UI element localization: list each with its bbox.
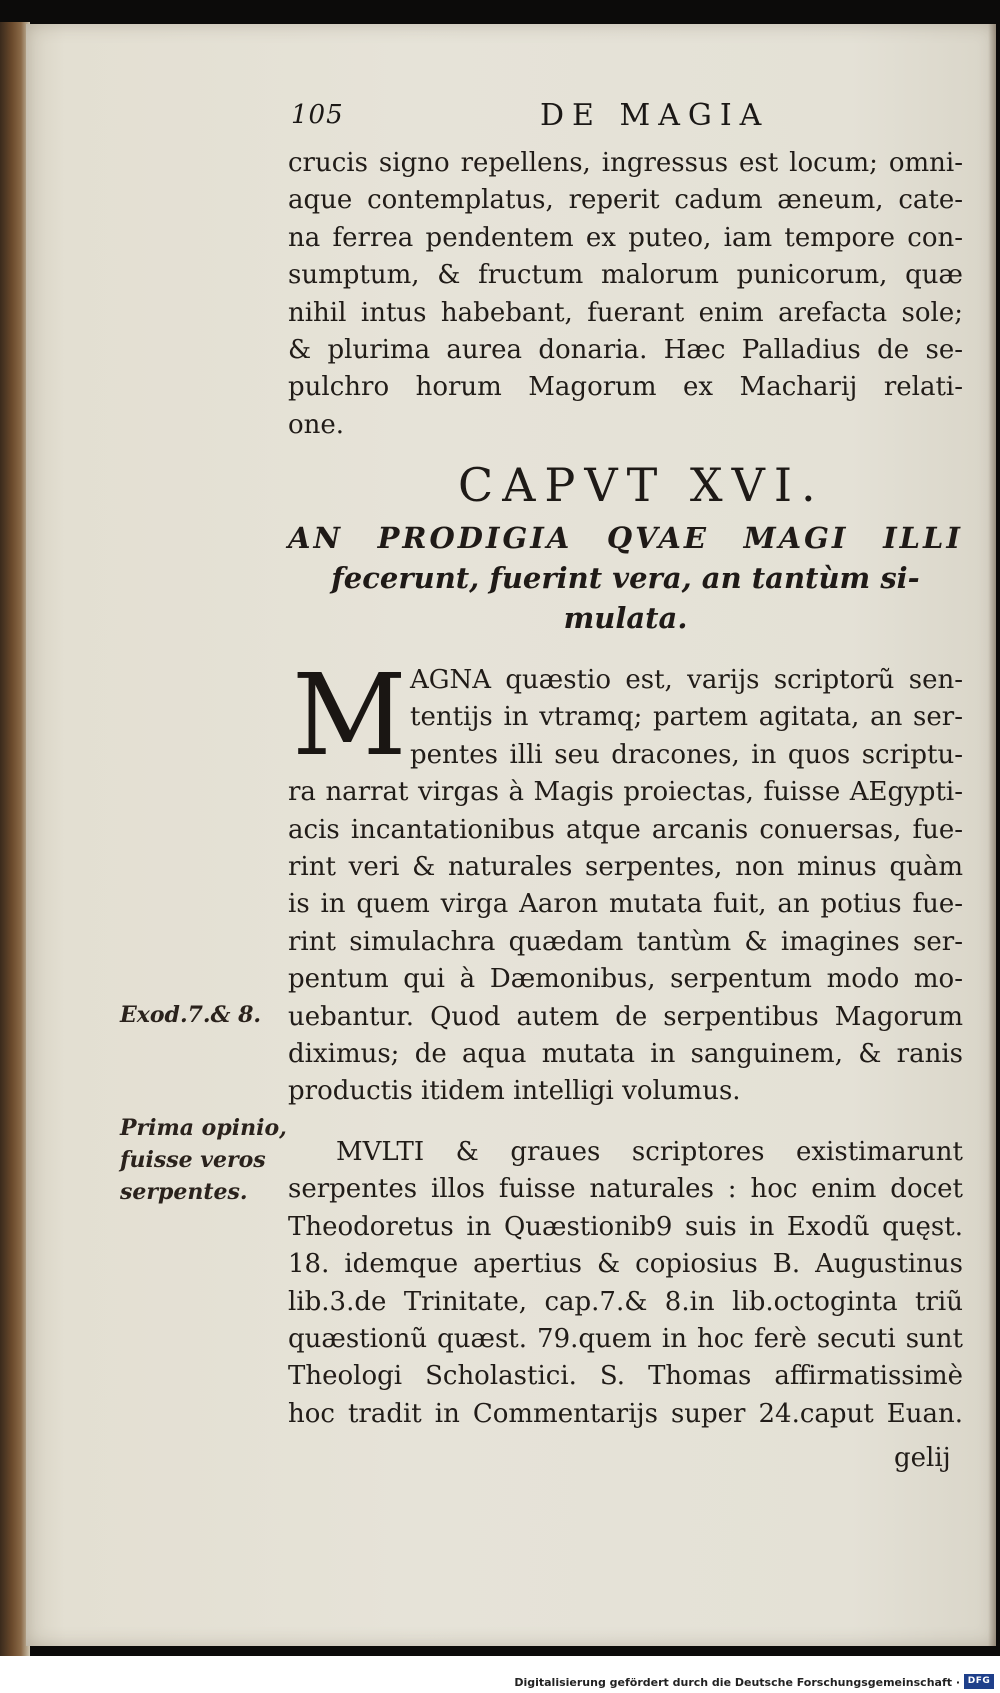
page-number: 105 (291, 100, 344, 130)
dfg-logo: DFG (964, 1674, 994, 1689)
text-line: ra narrat virgas à Magis proiectas, fuisse AEgypti- (288, 777, 963, 808)
paragraph-opinion (288, 1134, 963, 1433)
paragraph-main (288, 651, 963, 1111)
text-line: sumptum, & fructum malorum punicorum, quæ (288, 260, 963, 291)
text-line: pentes illi seu dracones, in quos scriptu- (410, 739, 963, 770)
text-line: crucis signo repellens, ingressus est locum; omni- (288, 148, 963, 178)
text-line: pulchro horum Magorum ex Macharij relati- (288, 372, 963, 403)
drop-cap: M (292, 651, 407, 781)
text-line: aque contemplatus, reperit cadum æneum, cate- (288, 185, 963, 216)
margin-note-reference: Exod.7.& 8. (120, 1002, 262, 1028)
margin-note-line: Prima opinio, (120, 1115, 287, 1141)
chapter-subtitle (288, 518, 963, 638)
running-title: DE MAGIA (540, 98, 770, 133)
catchword: gelij (894, 1443, 951, 1473)
text-line: pentum qui à Dæmonibus, serpentum modo mo- (288, 964, 963, 995)
text-line: rint veri & naturales serpentes, non minus quàm (288, 852, 963, 883)
text-line: uebantur. Quod autem de serpentibus Magorum (288, 1001, 963, 1032)
paragraph-continuation (288, 145, 963, 444)
margin-note-opinion (120, 1112, 287, 1208)
text-line: rint simulachra quædam tantùm & imagines ser- (288, 926, 963, 957)
text-line: productis itidem intelligi volumus. (288, 1076, 741, 1107)
margin-note-line: fuisse veros (120, 1147, 266, 1173)
page-shadow (988, 24, 996, 1646)
text-line: & plurima aurea donaria. Hæc Palladius de se- (288, 335, 963, 366)
text-line: Theologi Scholastici. S. Thomas affirmatissimè (288, 1361, 963, 1392)
text-line: AGNA quæstio est, varijs scriptorũ sen- (410, 665, 963, 695)
text-line: is in quem virga Aaron mutata fuit, an potius fue- (288, 889, 963, 920)
text-line: Theodoretus in Quæstionib9 suis in Exodũ quęst. (288, 1211, 963, 1242)
margin-note-line: serpentes. (120, 1179, 248, 1205)
text-line: lib.3.de Trinitate, cap.7.& 8.in lib.octoginta triũ (288, 1286, 963, 1317)
subtitle-line: AN PRODIGIA QVAE MAGI ILLI (288, 521, 963, 555)
text-line: serpentes illos fuisse naturales : hoc enim docet (288, 1174, 963, 1205)
text-line: acis incantationibus atque arcanis conuersas, fue- (288, 814, 963, 845)
text-line: MVLTI & graues scriptores existimarunt (336, 1137, 963, 1167)
text-line: diximus; de aqua mutata in sanguinem, & ranis (288, 1039, 963, 1070)
funding-credit: Digitalisierung gefördert durch die Deutsche Forschungsgemeinschaft · (514, 1676, 960, 1689)
text-line: 18. idemque apertius & copiosius B. Augustinus (288, 1249, 963, 1280)
text-line: hoc tradit in Commentarijs super 24.caput Euan. (288, 1398, 963, 1429)
text-line: na ferrea pendentem ex puteo, iam tempore con- (288, 222, 963, 253)
subtitle-line: fecerunt, fuerint vera, an tantùm si- (331, 561, 920, 595)
text-line: quæstionũ quæst. 79.quem in hoc ferè secuti sunt (288, 1324, 963, 1355)
subtitle-line: mulata. (563, 601, 688, 635)
text-line: nihil intus habebant, fuerant enim arefacta sole; (288, 297, 963, 328)
chapter-title: CAPVT XVI. (458, 458, 825, 512)
text-line: tentijs in vtramq; partem agitata, an ser- (410, 702, 963, 733)
text-line: one. (288, 409, 345, 440)
